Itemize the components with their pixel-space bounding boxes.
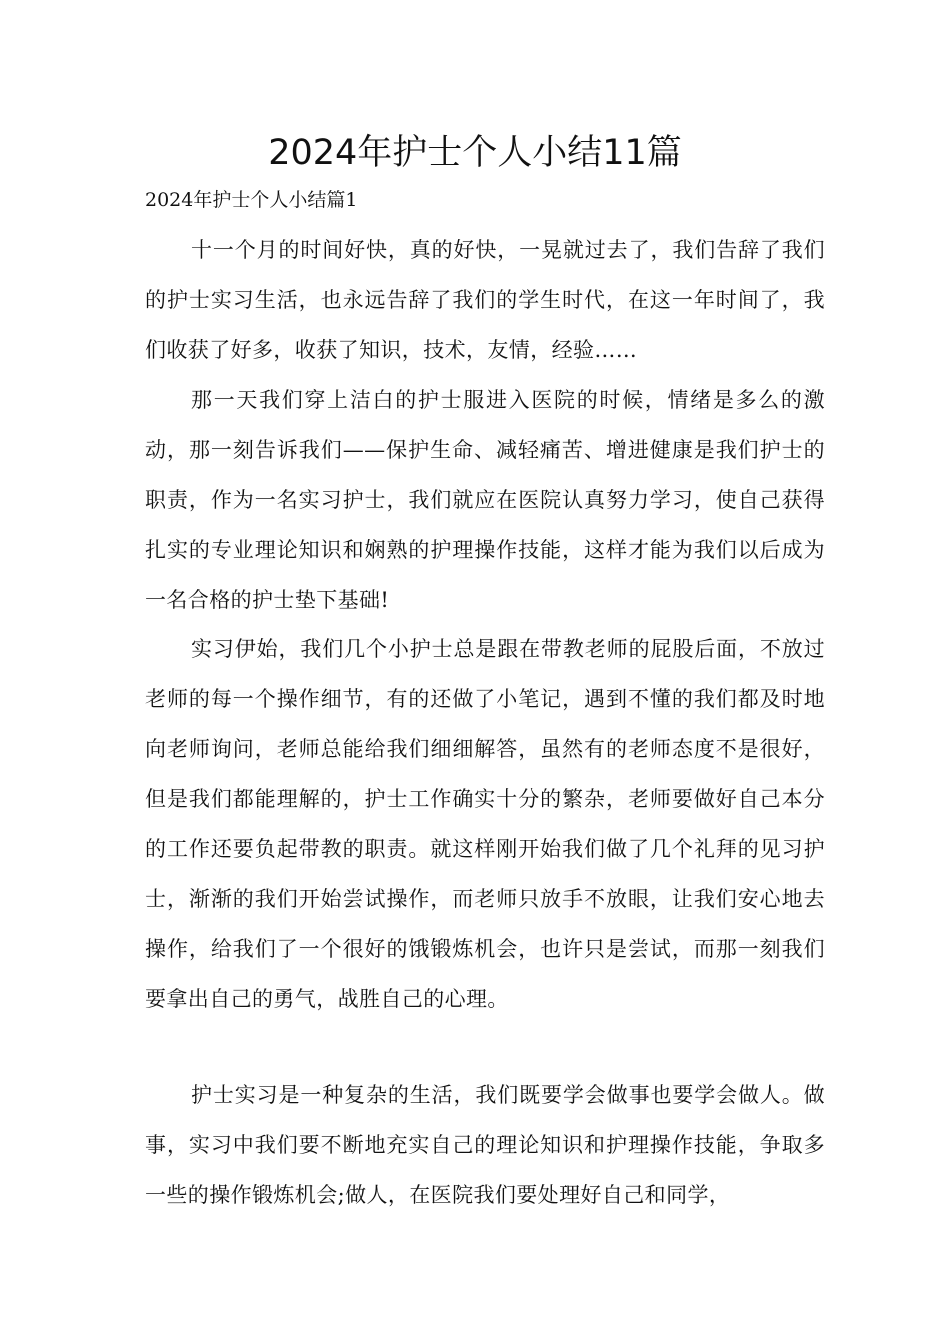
paragraph-1: 十一个月的时间好快，真的好快，一晃就过去了，我们告辞了我们的护士实习生活，也永远告辞了我们的学生时代，在这一年时间了，我们收获了好多，收获了知识，技术，友情，经验…… (145, 238, 825, 362)
section-heading: 2024年护士个人小结篇1 (145, 189, 358, 211)
paragraph-3: 实习伊始，我们几个小护士总是跟在带教老师的屁股后面，不放过老师的每一个操作细节，有的还做了小笔记，遇到不懂的我们都及时地向老师询问，老师总能给我们细细解答，虽然有的老师态度不是很好，但是我们都能理解的，护士工作确实十分的繁杂，老师要做好自己本分的工作还要负起带教的职责。就这样刚开始我们做了几个礼拜的见习护士，渐渐的我们开始尝试操作，而老师只放手不放眼，让我们安心地去操作，给我们了一个很好的饿锻炼机会，也许只是尝试，而那一刻我们要拿出自己的勇气，战胜自己的心理。 (145, 637, 825, 1011)
paragraph-4: 护士实习是一种复杂的生活，我们既要学会做事也要学会做人。做事，实习中我们要不断地充实自己的理论知识和护理操作技能，争取多一些的操作锻炼机会;做人，在医院我们要处理好自己和同学， (145, 1083, 825, 1207)
paragraph-2: 那一天我们穿上洁白的护士服进入医院的时候，情绪是多么的激动，那一刻告诉我们——保护生命、减轻痛苦、增进健康是我们护士的职责，作为一名实习护士，我们就应在医院认真努力学习，使自己获得扎实的专业理论知识和娴熟的护理操作技能，这样才能为我们以后成为一名合格的护士垫下基础! (145, 388, 825, 612)
document-title: 2024年护士个人小结11篇 (268, 133, 682, 173)
